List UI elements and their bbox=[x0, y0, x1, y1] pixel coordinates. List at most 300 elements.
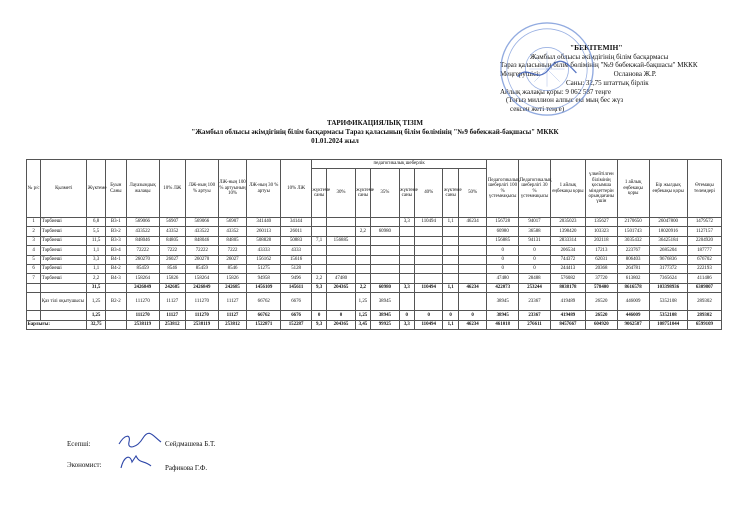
cell-f1: 206534 bbox=[550, 246, 585, 255]
h-pct10: 10% ЛЖ bbox=[159, 160, 185, 218]
stakes-unit: штаттық бірлік bbox=[603, 78, 649, 87]
table-row bbox=[27, 264, 722, 273]
cell-e2: 276611 bbox=[519, 320, 551, 329]
cell-c2: 15826 bbox=[159, 274, 185, 283]
cell-k1 bbox=[311, 227, 326, 236]
cell-v3 bbox=[414, 236, 443, 245]
h-stakes: Жүктеме bbox=[87, 160, 106, 218]
cell-v1: 0 bbox=[327, 311, 356, 320]
cell-k3 bbox=[399, 274, 414, 283]
cell-v4 bbox=[458, 274, 487, 283]
cell-c3: 72222 bbox=[185, 246, 218, 255]
cell-v2 bbox=[371, 264, 400, 273]
cell-e2: 0 bbox=[519, 264, 551, 273]
cell-c2: 43352 bbox=[159, 227, 185, 236]
cell-y: 5352108 bbox=[649, 311, 687, 320]
cell-c6: 5128 bbox=[281, 264, 312, 273]
cell-c1: 433522 bbox=[126, 227, 159, 236]
cell-c6: 6676 bbox=[281, 293, 312, 311]
cell-k2 bbox=[355, 246, 370, 255]
cell-c6: 26011 bbox=[281, 227, 312, 236]
cell-st: 1,25 bbox=[87, 293, 106, 311]
cell-e2: 94131 bbox=[519, 236, 551, 245]
h-extra: үлкейтілген білімінің қосымша міндеттерін орындағаны үшін bbox=[585, 160, 617, 218]
cell-v1 bbox=[327, 227, 356, 236]
cell-x: 26520 bbox=[585, 311, 617, 320]
cell-v3: 0 bbox=[414, 311, 443, 320]
cell-c5: 341440 bbox=[247, 218, 281, 227]
cell-f1: 419489 bbox=[550, 311, 585, 320]
cell-v1: 204365 bbox=[327, 320, 356, 329]
cell-num: 3 bbox=[27, 236, 41, 245]
cell-z: 411486 bbox=[687, 274, 721, 283]
cell-k2 bbox=[355, 218, 370, 227]
economist-name: Рафикова Г.Ф. bbox=[165, 464, 208, 472]
cell-gr bbox=[105, 283, 126, 292]
h-num: № р/с bbox=[27, 160, 41, 218]
cell-st: 2,2 bbox=[87, 274, 106, 283]
cell-c5: 260113 bbox=[247, 227, 281, 236]
cell-k1: 9,3 bbox=[311, 320, 326, 329]
cell-gr: В4-1 bbox=[105, 255, 126, 264]
cell-st: 3,3 bbox=[87, 255, 106, 264]
h-year: Бір жылдық еңбекақы қоры bbox=[649, 160, 687, 218]
cell-v1 bbox=[327, 264, 356, 273]
cell-v3 bbox=[414, 293, 443, 311]
cell-f1: 1398420 bbox=[550, 227, 585, 236]
cell-v4 bbox=[458, 236, 487, 245]
cell-v4 bbox=[458, 227, 487, 236]
cell-f1: 419489 bbox=[550, 293, 585, 311]
cell-k1 bbox=[311, 218, 326, 227]
cell-f2: 446009 bbox=[617, 311, 649, 320]
cell-st: 5,5 bbox=[87, 227, 106, 236]
cell-c6: 9496 bbox=[281, 274, 312, 283]
head-name: Осланова Ж.Р. bbox=[613, 70, 657, 79]
cell-e1: 461018 bbox=[487, 320, 519, 329]
header-row-1 bbox=[27, 160, 722, 169]
cell-v1 bbox=[327, 218, 356, 227]
approval-org-2: Тараз қаласының білім бөлімінің "№9 бөбекжай-бақшасы" МККК bbox=[500, 61, 698, 70]
cell-c1: 569066 bbox=[126, 218, 159, 227]
cell-e1: 60980 bbox=[487, 227, 519, 236]
cell-c6: 4333 bbox=[281, 246, 312, 255]
stakes-label: Саны: bbox=[566, 78, 585, 87]
cell-f2: 806403 bbox=[617, 255, 649, 264]
cell-k3 bbox=[399, 293, 414, 311]
cell-f2: 446009 bbox=[617, 293, 649, 311]
cell-k1: 7,1 bbox=[311, 236, 326, 245]
cell-c1: 2426849 bbox=[126, 283, 159, 292]
h-p30: 30% bbox=[327, 169, 356, 218]
cell-z: 1479572 bbox=[687, 218, 721, 227]
cell-k2: 3,45 bbox=[355, 320, 370, 329]
accountant-signature bbox=[117, 432, 163, 450]
cell-gr bbox=[105, 311, 126, 320]
cell-v2 bbox=[371, 246, 400, 255]
cell-x: 17213 bbox=[585, 246, 617, 255]
cell-v4 bbox=[458, 264, 487, 273]
cell-v2: 38945 bbox=[371, 293, 400, 311]
cell-c4: 11127 bbox=[218, 293, 247, 311]
h-p50: 50% bbox=[458, 169, 487, 218]
cell-c5: 1522871 bbox=[247, 320, 281, 329]
cell-c3: 111270 bbox=[185, 293, 218, 311]
cell-z: 187777 bbox=[687, 246, 721, 255]
cell-e1: 47480 bbox=[487, 274, 519, 283]
cell-e2: 36588 bbox=[519, 227, 551, 236]
cell-st: 1,1 bbox=[87, 246, 106, 255]
cell-k4: 1,1 bbox=[443, 320, 458, 329]
cell-st: 31,5 bbox=[87, 283, 106, 292]
cell-c6: 34144 bbox=[281, 218, 312, 227]
cell-e2: 23367 bbox=[519, 293, 551, 311]
cell-num: 6 bbox=[27, 264, 41, 273]
cell-num: 7 bbox=[27, 274, 41, 283]
cell-f1: 244413 bbox=[550, 264, 585, 273]
cell-c2: 242685 bbox=[159, 283, 185, 292]
cell-y: 103398936 bbox=[649, 283, 687, 292]
cell-k4 bbox=[443, 246, 458, 255]
cell-f2: 1501743 bbox=[617, 227, 649, 236]
cell-position bbox=[41, 283, 87, 292]
cell-k4 bbox=[443, 236, 458, 245]
cell-c4: 11127 bbox=[218, 311, 247, 320]
cell-z: 676702 bbox=[687, 255, 721, 264]
economist-signature bbox=[118, 452, 154, 472]
cell-k3: 3,3 bbox=[399, 218, 414, 227]
cell-c1: 111270 bbox=[126, 293, 159, 311]
cell-z: 289302 bbox=[687, 293, 721, 311]
cell-v1: 204365 bbox=[327, 283, 356, 292]
cell-position: Тәрбиеші bbox=[41, 227, 87, 236]
cell-c1: 2538119 bbox=[126, 320, 159, 329]
cell-e1: 38945 bbox=[487, 293, 519, 311]
cell-k1: 9,3 bbox=[311, 283, 326, 292]
cell-num: 4 bbox=[27, 246, 41, 255]
cell-c2: 11127 bbox=[159, 293, 185, 311]
cell-x: 37720 bbox=[585, 274, 617, 283]
cell-gr: В3-3 bbox=[105, 236, 126, 245]
cell-k2: 2,2 bbox=[355, 227, 370, 236]
cell-c5: 51275 bbox=[247, 264, 281, 273]
cell-c5: 1456109 bbox=[247, 283, 281, 292]
cell-gr: В3-2 bbox=[105, 227, 126, 236]
approval-fund-words-1: (Тоғыз миллион алпыс екі мың бес жүз bbox=[506, 96, 624, 105]
cell-e2: 94017 bbox=[519, 218, 551, 227]
cell-f2: 613802 bbox=[617, 274, 649, 283]
h-ped100: Педагогикалық шеберлігі 100 % үстемеақысы bbox=[487, 160, 519, 218]
cell-st: 11,5 bbox=[87, 236, 106, 245]
cell-z: 222193 bbox=[687, 264, 721, 273]
cell-c5: 156162 bbox=[247, 255, 281, 264]
cell-y: 3177372 bbox=[649, 264, 687, 273]
cell-c1: 111270 bbox=[126, 311, 159, 320]
cell-c3: 260270 bbox=[185, 255, 218, 264]
cell-v2: 99925 bbox=[371, 320, 400, 329]
cell-c3: 111270 bbox=[185, 311, 218, 320]
seal-stamp bbox=[498, 20, 596, 118]
cell-v3 bbox=[414, 227, 443, 236]
h-pct10b: 10% ЛЖ bbox=[281, 160, 312, 218]
cell-v2 bbox=[371, 218, 400, 227]
cell-c5: 66762 bbox=[247, 293, 281, 311]
cell-c1: 158264 bbox=[126, 274, 159, 283]
cell-f1: 8038178 bbox=[550, 283, 585, 292]
total-row bbox=[27, 320, 722, 329]
cell-k1 bbox=[311, 264, 326, 273]
cell-v2: 60980 bbox=[371, 227, 400, 236]
cell-v4: 46234 bbox=[458, 283, 487, 292]
cell-gr: В3-4 bbox=[105, 246, 126, 255]
cell-x: 202118 bbox=[585, 236, 617, 245]
cell-k3 bbox=[399, 246, 414, 255]
cell-e2: 23367 bbox=[519, 311, 551, 320]
cell-k2: 2,2 bbox=[355, 283, 370, 292]
cell-z: 6309807 bbox=[687, 283, 721, 292]
cell-e1: 38945 bbox=[487, 311, 519, 320]
cell-k2: 1,25 bbox=[355, 311, 370, 320]
cell-v4 bbox=[458, 246, 487, 255]
cell-v1: 156885 bbox=[327, 236, 356, 245]
approval-heading: "БЕКІТЕМІН" bbox=[570, 43, 623, 52]
cell-c4: 15826 bbox=[218, 274, 247, 283]
table-row bbox=[27, 293, 722, 311]
cell-st: 32,75 bbox=[87, 320, 106, 329]
cell-z: 2204920 bbox=[687, 236, 721, 245]
cell-gr: В4-3 bbox=[105, 274, 126, 283]
cell-c3: 569066 bbox=[185, 218, 218, 227]
table-row bbox=[27, 246, 722, 255]
cell-v3 bbox=[414, 246, 443, 255]
cell-c3: 848046 bbox=[185, 236, 218, 245]
cell-k4 bbox=[443, 255, 458, 264]
cell-c3: 85459 bbox=[185, 264, 218, 273]
cell-c4: 8546 bbox=[218, 264, 247, 273]
cell-c4: 84805 bbox=[218, 236, 247, 245]
cell-position bbox=[41, 311, 87, 320]
h-base: Лауазымдық жалақы bbox=[126, 160, 159, 218]
h-lzh30: ЛЖ-ның 30 % артуы bbox=[247, 160, 281, 218]
accountant-label: Есепші: bbox=[67, 440, 91, 448]
table-row bbox=[27, 274, 722, 283]
cell-e1: 422073 bbox=[487, 283, 519, 292]
cell-k2 bbox=[355, 236, 370, 245]
cell-y: 18020916 bbox=[649, 227, 687, 236]
cell-k1 bbox=[311, 246, 326, 255]
cell-c1: 72222 bbox=[126, 246, 159, 255]
cell-c2: 26027 bbox=[159, 255, 185, 264]
table-row bbox=[27, 255, 722, 264]
cell-y: 2685204 bbox=[649, 246, 687, 255]
cell-k1: 0 bbox=[311, 311, 326, 320]
cell-c4: 253812 bbox=[218, 320, 247, 329]
cell-x: 103323 bbox=[585, 227, 617, 236]
cell-v4: 0 bbox=[458, 311, 487, 320]
cell-position: Тәрбиеші bbox=[41, 246, 87, 255]
cell-k4: 1,1 bbox=[443, 283, 458, 292]
cell-x: 604920 bbox=[585, 320, 617, 329]
cell-k3: 0 bbox=[399, 311, 414, 320]
doc-date: 01.01.2024 жыл bbox=[311, 137, 359, 145]
cell-z: 6599109 bbox=[687, 320, 721, 329]
cell-v3: 110494 bbox=[414, 283, 443, 292]
cell-z: 289302 bbox=[687, 311, 721, 320]
cell-c4: 26027 bbox=[218, 255, 247, 264]
h-lzh100-10: ЛЖ-ның 100 % артуының 10% bbox=[218, 160, 247, 218]
cell-y: 36425184 bbox=[649, 236, 687, 245]
subtotal-row-teachers bbox=[27, 311, 722, 320]
cell-c1: 85459 bbox=[126, 264, 159, 273]
cell-v4 bbox=[458, 293, 487, 311]
cell-c4: 56907 bbox=[218, 218, 247, 227]
cell-k3 bbox=[399, 255, 414, 264]
h-cnt2: жүктеме саны bbox=[355, 169, 370, 218]
doc-title: ТАРИФИКАЦИЯЛЫҚ ТІЗІМ bbox=[327, 119, 423, 127]
cell-y: 26047800 bbox=[649, 218, 687, 227]
cell-f2: 264781 bbox=[617, 264, 649, 273]
cell-f1: 576082 bbox=[550, 274, 585, 283]
cell-c3: 433522 bbox=[185, 227, 218, 236]
cell-e1: 0 bbox=[487, 255, 519, 264]
cell-st: 6,8 bbox=[87, 218, 106, 227]
cell-k3 bbox=[399, 264, 414, 273]
cell-num: 5 bbox=[27, 255, 41, 264]
cell-c2: 11127 bbox=[159, 311, 185, 320]
h-position: Қызметі bbox=[41, 160, 87, 218]
doc-subtitle: "Жамбыл облысы әкімдігінің білім басқармасы Тараз қаласының білім бөлімінің "№9 бөбекжай-бақшасы" МККК bbox=[191, 128, 559, 136]
cell-c6: 145611 bbox=[281, 283, 312, 292]
h-p35: 35% bbox=[371, 169, 400, 218]
cell-c6: 50883 bbox=[281, 236, 312, 245]
table-row bbox=[27, 218, 722, 227]
cell-c4: 43352 bbox=[218, 227, 247, 236]
cell-k3 bbox=[399, 236, 414, 245]
total-label: Барлығы: bbox=[27, 320, 87, 329]
cell-f1: 2833314 bbox=[550, 236, 585, 245]
tariff-table bbox=[26, 159, 722, 330]
cell-y: 7365624 bbox=[649, 274, 687, 283]
cell-v2: 38945 bbox=[371, 311, 400, 320]
h-lzh100: ЛЖ-ның 100 % артуы bbox=[185, 160, 218, 218]
cell-c2: 253812 bbox=[159, 320, 185, 329]
cell-e1: 156728 bbox=[487, 218, 519, 227]
cell-c4: 242685 bbox=[218, 283, 247, 292]
cell-c3: 2426849 bbox=[185, 283, 218, 292]
cell-v4 bbox=[458, 255, 487, 264]
cell-k2 bbox=[355, 264, 370, 273]
cell-x: 20368 bbox=[585, 264, 617, 273]
cell-k1 bbox=[311, 293, 326, 311]
cell-position: Тәрбиеші bbox=[41, 255, 87, 264]
cell-f2: 8616578 bbox=[617, 283, 649, 292]
approval-fund: Айлық жалақы қоры: 9 062 587 теңге bbox=[500, 87, 611, 96]
cell-c5: 43333 bbox=[247, 246, 281, 255]
cell-v1 bbox=[327, 255, 356, 264]
cell-gr: В4-2 bbox=[105, 264, 126, 273]
cell-x: 26520 bbox=[585, 293, 617, 311]
cell-v3 bbox=[414, 255, 443, 264]
cell-position: Қаз тілі оқытушысы bbox=[41, 293, 87, 311]
cell-c6: 15616 bbox=[281, 255, 312, 264]
cell-c2: 56907 bbox=[159, 218, 185, 227]
cell-c5: 508828 bbox=[247, 236, 281, 245]
cell-c2: 7222 bbox=[159, 246, 185, 255]
cell-f2: 223767 bbox=[617, 246, 649, 255]
cell-k3 bbox=[399, 227, 414, 236]
head-line-label: Меңгерушісі: bbox=[500, 70, 541, 79]
cell-num: 1 bbox=[27, 218, 41, 227]
cell-c2: 84805 bbox=[159, 236, 185, 245]
cell-c4: 7222 bbox=[218, 246, 247, 255]
cell-c1: 260270 bbox=[126, 255, 159, 264]
cell-num: 2 bbox=[27, 227, 41, 236]
cell-e1: 0 bbox=[487, 264, 519, 273]
cell-k4: 0 bbox=[443, 311, 458, 320]
cell-position: Тәрбиеші bbox=[41, 236, 87, 245]
table-row bbox=[27, 236, 722, 245]
cell-num bbox=[27, 293, 41, 311]
cell-k1 bbox=[311, 255, 326, 264]
cell-k4 bbox=[443, 227, 458, 236]
cell-e1: 156885 bbox=[487, 236, 519, 245]
cell-v1 bbox=[327, 246, 356, 255]
cell-c5: 66762 bbox=[247, 311, 281, 320]
cell-c6: 152287 bbox=[281, 320, 312, 329]
cell-x: 62031 bbox=[585, 255, 617, 264]
cell-k2 bbox=[355, 255, 370, 264]
cell-position: Тәрбиеші bbox=[41, 274, 87, 283]
cell-gr: В3-1 bbox=[105, 218, 126, 227]
cell-k3: 3,3 bbox=[399, 320, 414, 329]
cell-v2: 60980 bbox=[371, 283, 400, 292]
approval-org-1: Жамбыл облысы әкімдігінің білім басқармасы bbox=[530, 52, 669, 61]
cell-y: 108751044 bbox=[649, 320, 687, 329]
cell-z: 1127157 bbox=[687, 227, 721, 236]
table-row bbox=[27, 227, 722, 236]
cell-f2: 3035432 bbox=[617, 236, 649, 245]
cell-gr: В2-2 bbox=[105, 293, 126, 311]
cell-k2: 1,25 bbox=[355, 293, 370, 311]
cell-e2: 0 bbox=[519, 255, 551, 264]
cell-v2 bbox=[371, 236, 400, 245]
cell-e1: 0 bbox=[487, 246, 519, 255]
cell-st: 1,1 bbox=[87, 264, 106, 273]
cell-gr bbox=[105, 320, 126, 329]
cell-v1: 47480 bbox=[327, 274, 356, 283]
cell-v3 bbox=[414, 274, 443, 283]
h-cnt4: жүктеме саны bbox=[443, 169, 458, 218]
table-body bbox=[27, 218, 722, 330]
cell-v1 bbox=[327, 293, 356, 311]
cell-x: 135627 bbox=[585, 218, 617, 227]
cell-f1: 8457667 bbox=[550, 320, 585, 329]
cell-k4 bbox=[443, 264, 458, 273]
cell-k2 bbox=[355, 274, 370, 283]
economist-label: Экономист: bbox=[67, 461, 102, 469]
cell-y: 9676836 bbox=[649, 255, 687, 264]
cell-v2 bbox=[371, 255, 400, 264]
cell-v4: 46234 bbox=[458, 218, 487, 227]
cell-v3: 110494 bbox=[414, 218, 443, 227]
cell-c3: 2538119 bbox=[185, 320, 218, 329]
cell-v3: 110494 bbox=[414, 320, 443, 329]
cell-e2: 253244 bbox=[519, 283, 551, 292]
h-grade: Буын Саны bbox=[105, 160, 126, 218]
cell-k1: 2,2 bbox=[311, 274, 326, 283]
h-fund2: 1 айлық еңбекақы қоры bbox=[617, 160, 649, 218]
cell-c1: 848046 bbox=[126, 236, 159, 245]
